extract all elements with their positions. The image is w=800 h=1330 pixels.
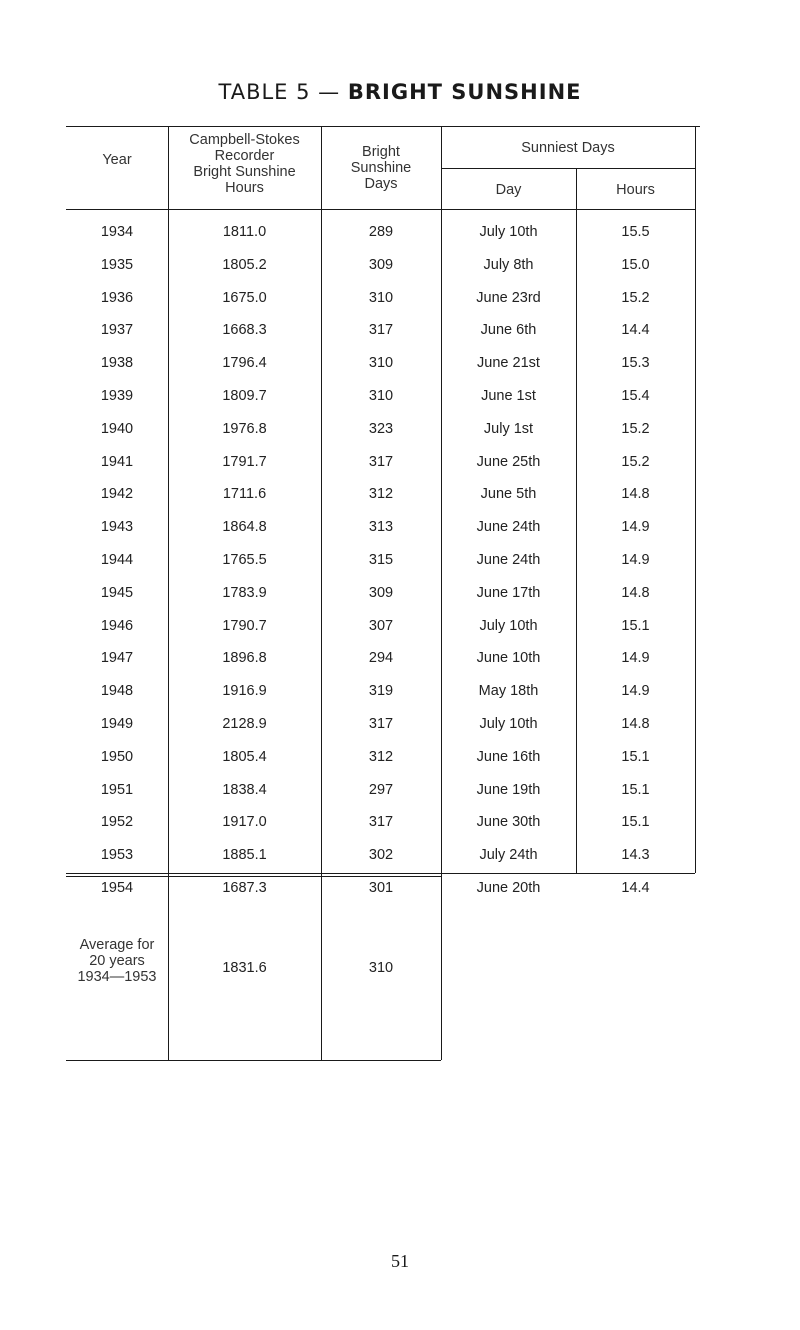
cell-sunniest-hours: 14.9 [621, 683, 650, 699]
cell-sunniest-day: June 24th [476, 519, 541, 535]
cell-year: 1953 [100, 847, 134, 863]
cell-year: 1940 [100, 421, 134, 437]
cell-year: 1934 [100, 224, 134, 240]
header-sunshine-days [321, 144, 441, 192]
header-days-line1: Bright [362, 144, 400, 160]
cell-sunniest-day: May 18th [478, 683, 539, 699]
cell-sunshine-hours: 1805.2 [222, 257, 267, 273]
cell-sunniest-hours: 14.3 [621, 847, 650, 863]
subheader-rule [441, 168, 695, 169]
cell-year: 1936 [100, 290, 134, 306]
header-days-line2: Sunshine [350, 160, 412, 176]
page-number: 51 [391, 1251, 409, 1271]
cell-sunniest-hours: 14.8 [621, 486, 650, 502]
cell-sunshine-hours: 1864.8 [222, 519, 267, 535]
cell-sunshine-days: 317 [368, 322, 394, 338]
cell-sunniest-day: June 6th [480, 322, 537, 338]
cell-sunniest-day: June 19th [476, 782, 541, 798]
cell-sunniest-hours: 15.5 [621, 224, 650, 240]
cell-sunniest-day: July 10th [479, 716, 538, 732]
header-year-text: Year [102, 152, 132, 168]
cell-sunshine-hours: 1838.4 [222, 782, 267, 798]
cell-year: 1944 [100, 552, 134, 568]
cell-sunshine-days: 317 [368, 814, 394, 830]
cell-sunniest-hours: 15.1 [621, 782, 650, 798]
cell-year: 1948 [100, 683, 134, 699]
cell-sunshine-hours: 1896.8 [222, 650, 267, 666]
cell-sunniest-hours: 15.2 [621, 454, 650, 470]
header-day-text: Day [495, 182, 522, 198]
table-title-bold: BRIGHT SUNSHINE [347, 80, 582, 104]
cell-year: 1947 [100, 650, 134, 666]
cell-sunniest-day: June 23rd [476, 290, 541, 306]
cell-sunshine-days: 294 [368, 650, 394, 666]
average-hours [168, 960, 321, 977]
average-hours-text: 1831.6 [222, 960, 267, 976]
average-top-rule [66, 876, 441, 877]
header-sunniest-days [441, 140, 695, 156]
header-days-line3: Days [364, 176, 398, 192]
cell-sunniest-hours: 15.1 [621, 749, 650, 765]
cell-sunniest-day: June 17th [476, 585, 541, 601]
cell-sunniest-day: June 21st [477, 355, 540, 371]
cell-sunniest-hours: 14.9 [621, 552, 650, 568]
cell-sunniest-day: June 30th [476, 814, 541, 830]
header-recorder-line2: Recorder [214, 148, 275, 164]
cell-sunshine-hours: 2128.9 [222, 716, 267, 732]
cell-year: 1946 [100, 618, 134, 634]
cell-sunniest-hours: 15.1 [621, 814, 650, 830]
header-bottom-rule [66, 209, 695, 210]
cell-sunshine-hours: 1783.9 [222, 585, 267, 601]
cell-sunniest-hours: 14.8 [621, 716, 650, 732]
cell-sunshine-days: 309 [368, 585, 394, 601]
cell-sunshine-hours: 1885.1 [222, 847, 267, 863]
header-sunniest-text: Sunniest Days [521, 140, 615, 156]
cell-sunshine-hours: 1809.7 [222, 388, 267, 404]
cell-year: 1943 [100, 519, 134, 535]
cell-sunshine-hours: 1668.3 [222, 322, 267, 338]
cell-sunniest-hours: 15.4 [621, 388, 650, 404]
cell-sunshine-days: 309 [368, 257, 394, 273]
cell-sunshine-hours: 1791.7 [222, 454, 267, 470]
cell-sunshine-hours: 1687.3 [222, 880, 267, 896]
header-recorder-line1: Campbell-Stokes [189, 132, 300, 148]
cell-sunshine-days: 313 [368, 519, 394, 535]
cell-sunniest-hours: 15.2 [621, 421, 650, 437]
cell-sunshine-days: 307 [368, 618, 394, 634]
cell-year: 1954 [100, 880, 134, 896]
cell-year: 1935 [100, 257, 134, 273]
cell-year: 1952 [100, 814, 134, 830]
cell-sunshine-hours: 1711.6 [222, 486, 267, 502]
cell-sunshine-hours: 1790.7 [222, 618, 267, 634]
cell-sunshine-days: 297 [368, 782, 394, 798]
cell-sunshine-days: 312 [368, 749, 394, 765]
cell-sunshine-hours: 1917.0 [222, 814, 267, 830]
header-hours-text: Hours [616, 182, 655, 198]
cell-sunshine-days: 317 [368, 454, 394, 470]
average-label [66, 937, 168, 985]
cell-sunniest-hours: 15.0 [621, 257, 650, 273]
cell-sunniest-day: July 24th [479, 847, 538, 863]
cell-sunshine-days: 310 [368, 388, 394, 404]
cell-sunniest-day: June 1st [481, 388, 536, 404]
cell-year: 1949 [100, 716, 134, 732]
header-hours [576, 182, 695, 198]
cell-sunshine-hours: 1811.0 [222, 224, 267, 240]
cell-sunniest-day: June 24th [476, 552, 541, 568]
cell-sunniest-day: June 25th [476, 454, 541, 470]
cell-sunshine-days: 310 [368, 290, 394, 306]
cell-sunniest-day: July 10th [479, 224, 538, 240]
average-label-line1: Average for [79, 937, 155, 953]
cell-year: 1938 [100, 355, 134, 371]
cell-year: 1941 [100, 454, 134, 470]
cell-sunniest-hours: 14.4 [621, 880, 650, 896]
cell-sunshine-hours: 1805.4 [222, 749, 267, 765]
header-recorder-line3: Bright Sunshine [193, 164, 296, 180]
table-title-prefix: TABLE 5 — [218, 80, 341, 104]
cell-sunniest-hours: 15.3 [621, 355, 650, 371]
cell-sunshine-days: 289 [368, 224, 394, 240]
average-label-line3: 1934—1953 [77, 969, 157, 985]
cell-year: 1950 [100, 749, 134, 765]
cell-year: 1937 [100, 322, 134, 338]
cell-year: 1951 [100, 782, 134, 798]
cell-sunshine-hours: 1765.5 [222, 552, 267, 568]
cell-sunshine-days: 301 [368, 880, 394, 896]
right-edge-rule [695, 126, 696, 873]
cell-sunshine-hours: 1916.9 [222, 683, 267, 699]
cell-sunniest-day: July 10th [479, 618, 538, 634]
cell-sunshine-days: 323 [368, 421, 394, 437]
cell-sunshine-hours: 1796.4 [222, 355, 267, 371]
header-day [441, 182, 576, 198]
cell-sunshine-hours: 1675.0 [222, 290, 267, 306]
cell-sunniest-hours: 14.9 [621, 650, 650, 666]
cell-sunshine-days: 310 [368, 355, 394, 371]
average-days-text: 310 [368, 960, 394, 976]
header-recorder-line4: Hours [225, 180, 264, 196]
cell-sunniest-hours: 14.8 [621, 585, 650, 601]
cell-sunniest-day: June 16th [476, 749, 541, 765]
cell-sunniest-hours: 15.1 [621, 618, 650, 634]
cell-sunshine-hours: 1976.8 [222, 421, 267, 437]
cell-year: 1942 [100, 486, 134, 502]
cell-sunniest-day: June 10th [476, 650, 541, 666]
cell-year: 1939 [100, 388, 134, 404]
header-recorder-hours [168, 132, 321, 196]
table-top-rule [66, 126, 700, 127]
cell-sunniest-day: June 5th [480, 486, 537, 502]
header-year [66, 152, 168, 168]
cell-sunniest-day: July 8th [483, 257, 534, 273]
cell-sunshine-days: 319 [368, 683, 394, 699]
average-bottom-rule [66, 1060, 441, 1061]
cell-sunniest-day: July 1st [483, 421, 534, 437]
cell-sunshine-days: 315 [368, 552, 394, 568]
cell-sunniest-hours: 15.2 [621, 290, 650, 306]
cell-year: 1945 [100, 585, 134, 601]
body-bottom-rule [66, 873, 695, 874]
cell-sunniest-day: June 20th [476, 880, 541, 896]
cell-sunniest-hours: 14.4 [621, 322, 650, 338]
cell-sunniest-hours: 14.9 [621, 519, 650, 535]
average-days [321, 960, 441, 977]
average-label-line2: 20 years [89, 953, 145, 969]
cell-sunshine-days: 302 [368, 847, 394, 863]
cell-sunshine-days: 312 [368, 486, 394, 502]
cell-sunshine-days: 317 [368, 716, 394, 732]
